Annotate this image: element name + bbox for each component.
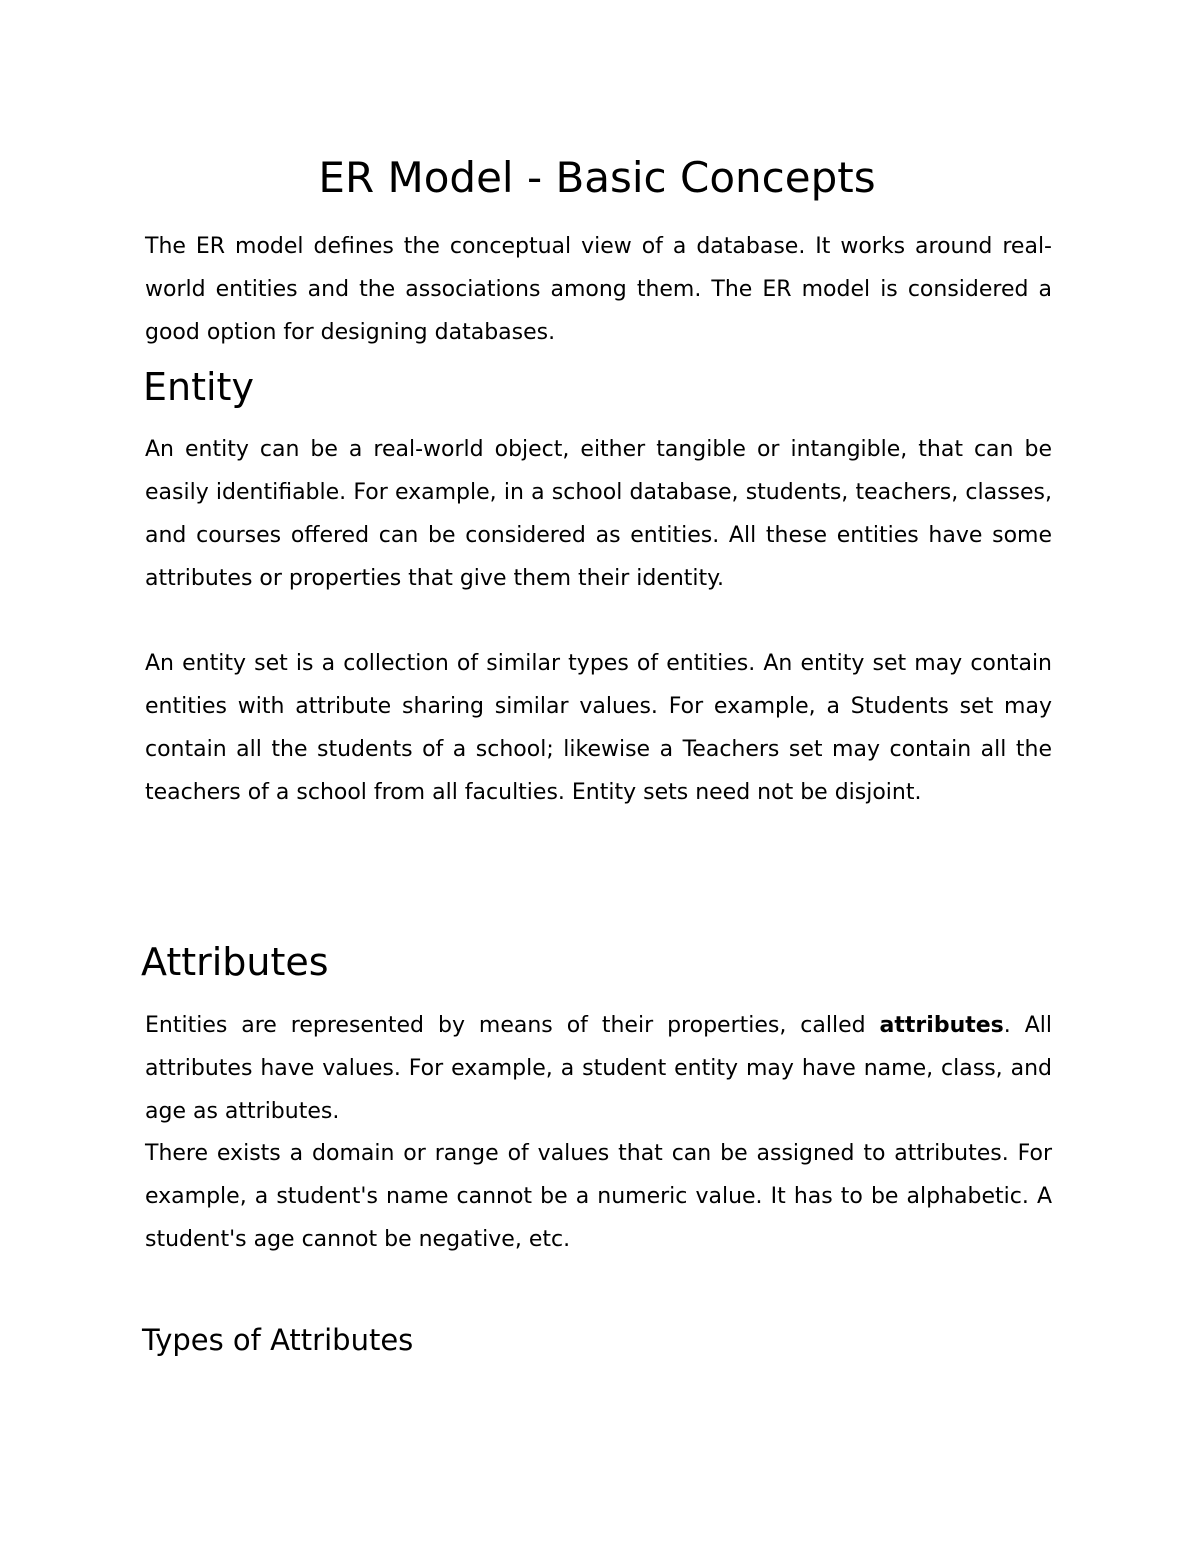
types-of-attributes-heading: Types of Attributes bbox=[142, 1323, 414, 1357]
attributes-paragraph-text-rest: . All attributes have values. For example, a student entity may have name, class, and age as attributes. bbox=[145, 1013, 1052, 1124]
page-title: ER Model - Basic Concepts bbox=[318, 153, 876, 202]
attributes-paragraph-text: Entities are represented by means of their properties, called bbox=[145, 1013, 880, 1038]
entity-heading: Entity bbox=[143, 365, 254, 409]
attribute-domain-paragraph: There exists a domain or range of values that can be assigned to attributes. For example, a student's name cannot be a numeric value. It has to be alphabetic. A student's age cannot be negative, etc. bbox=[145, 1141, 1052, 1252]
entity-paragraph: An entity can be a real-world object, either tangible or intangible, that can be easily identifiable. For example, in a school database, students, teachers, classes, and courses offered can be considered as entities. All these entities have some attributes or properties that give them their identity. bbox=[145, 437, 1052, 591]
intro-paragraph: The ER model defines the conceptual view of a database. It works around real-world entities and the associations among them. The ER model is considered a good option for designing databases. bbox=[145, 234, 1052, 345]
attributes-heading: Attributes bbox=[141, 940, 329, 984]
entity-set-paragraph: An entity set is a collection of similar types of entities. An entity set may contain entities with attribute sharing similar values. For example, a Students set may contain all the students of a school; likewise a Teachers set may contain all the teachers of a school from all faculties. Entity sets need not be disjoint. bbox=[145, 651, 1052, 805]
attributes-bold-term: attributes bbox=[879, 1013, 1004, 1038]
attributes-paragraph bbox=[145, 1004, 1052, 1133]
